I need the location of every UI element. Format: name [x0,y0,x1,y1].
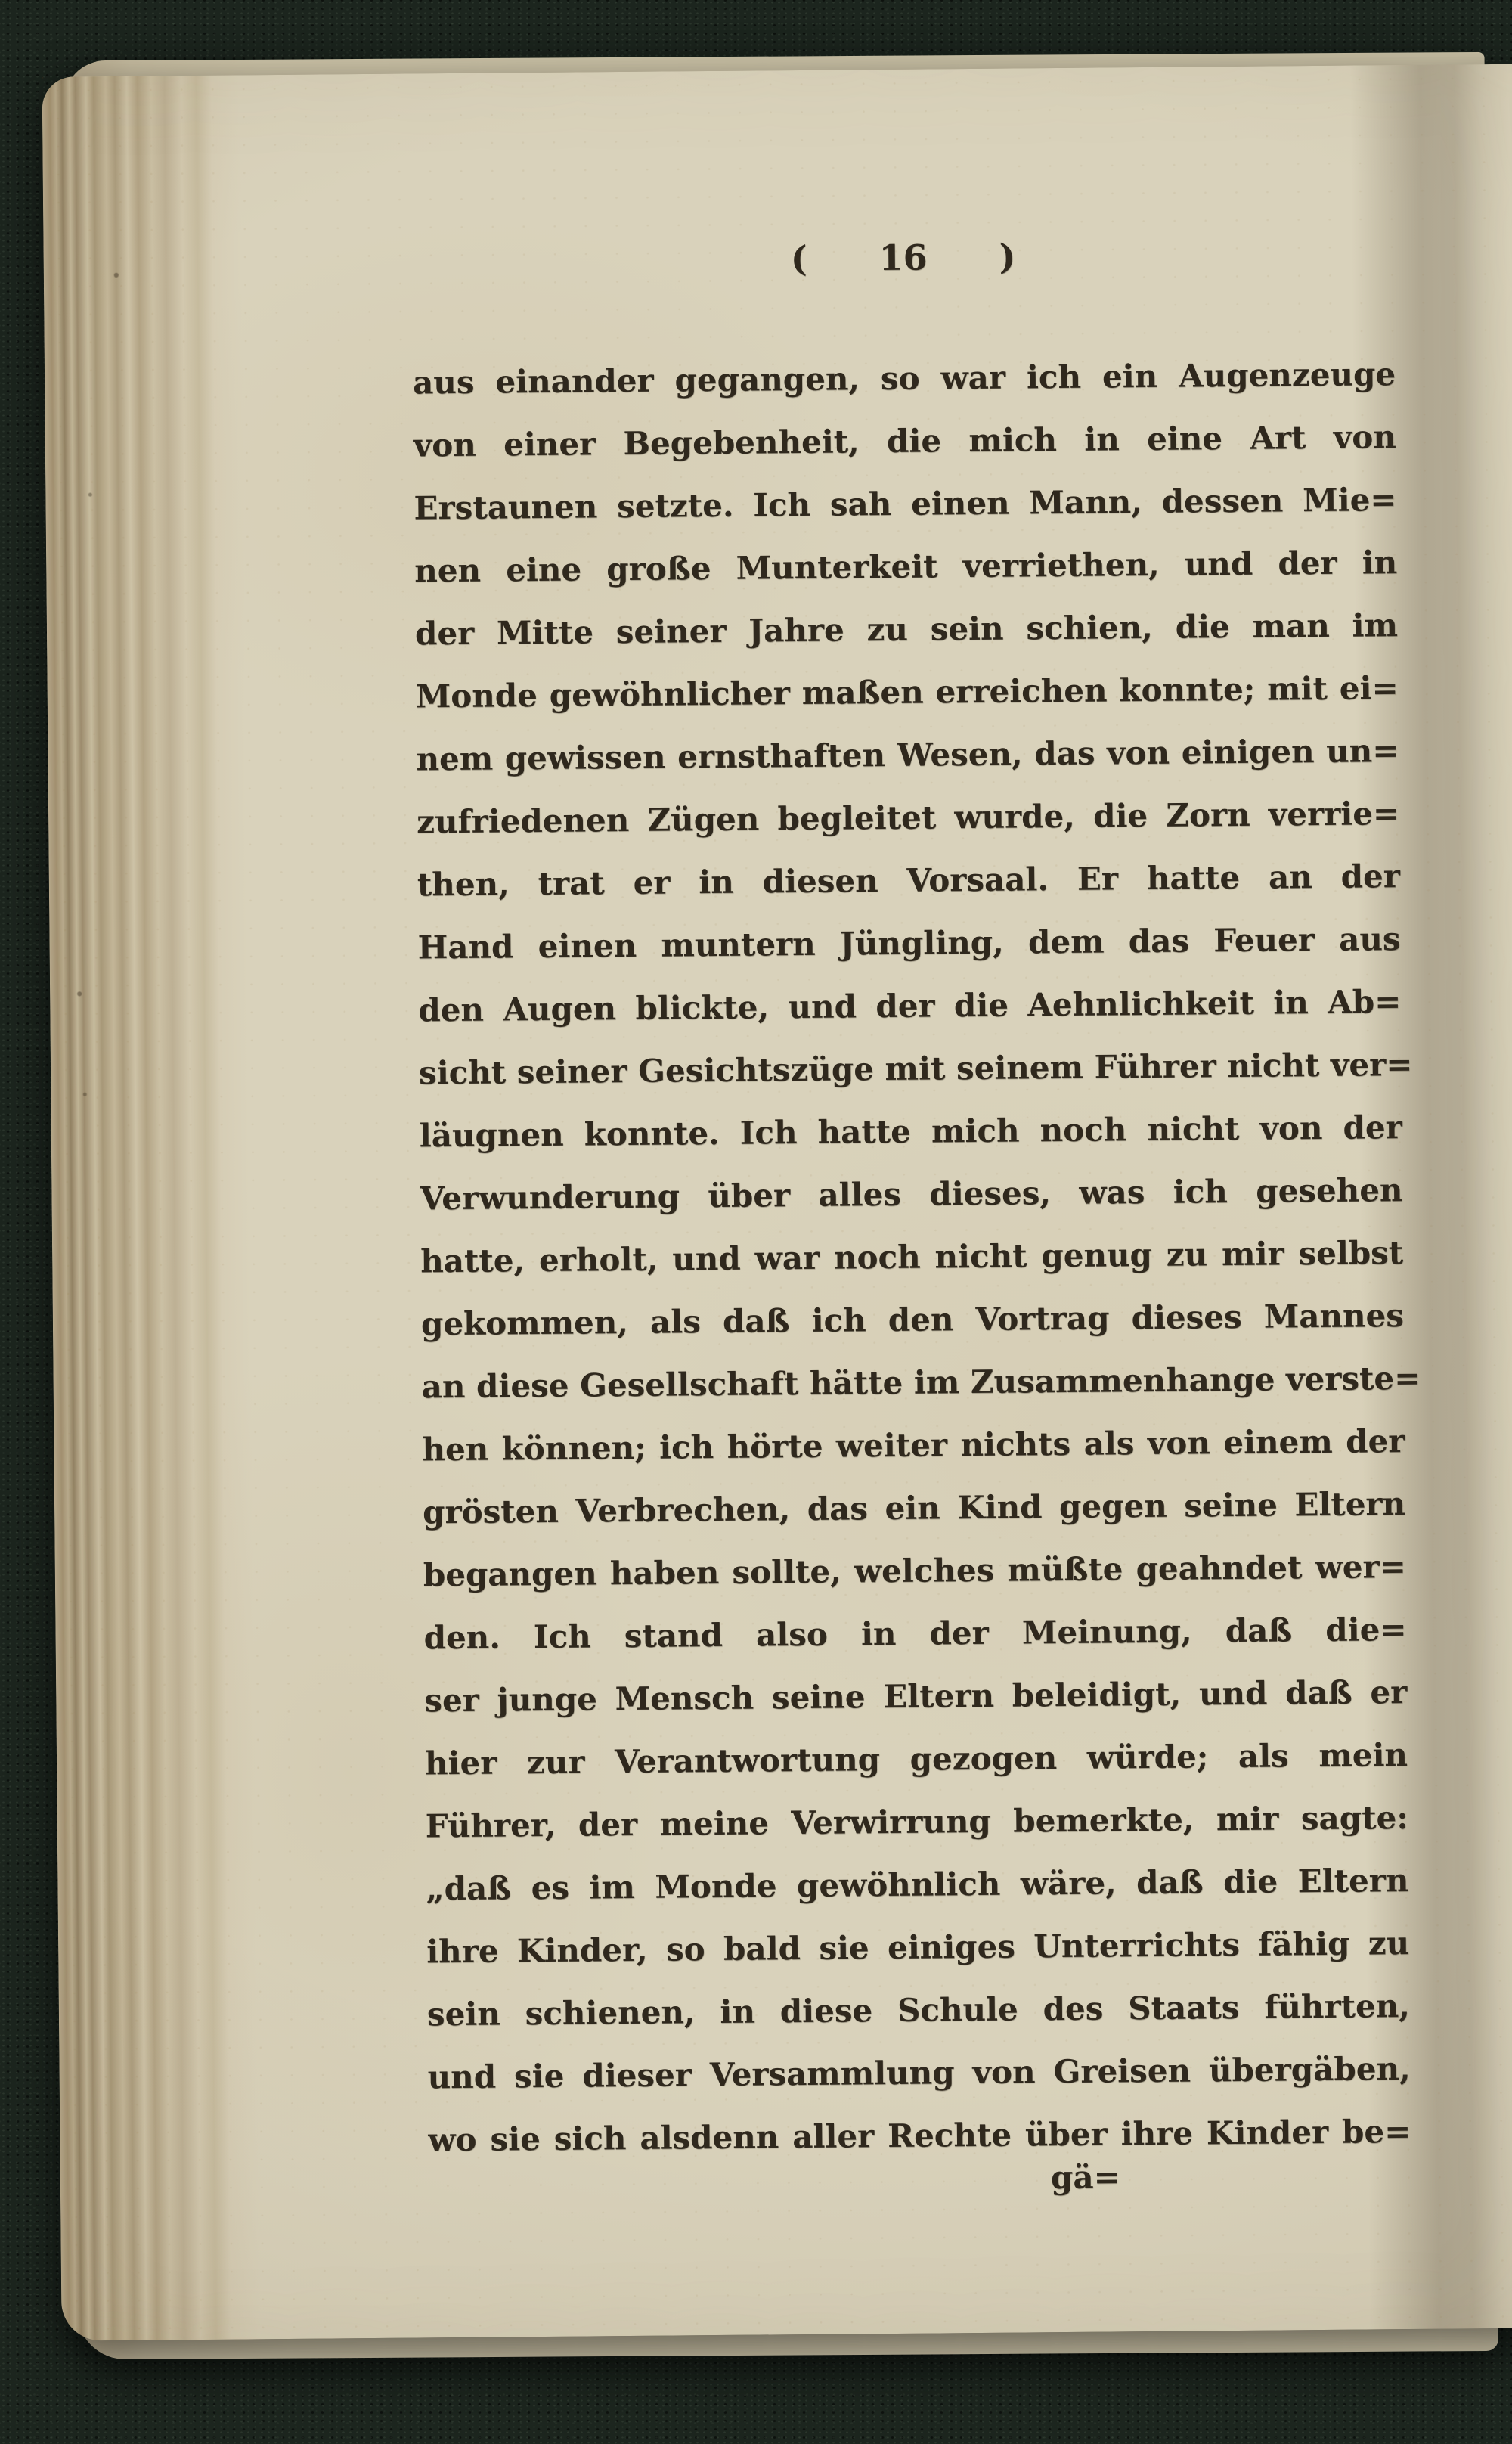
body-text-block [412,343,1421,2171]
header-paren-left: ( [790,237,807,280]
text-line: begangen haben sollte, welches müßte geahndet wer= [423,1548,1407,1594]
text-line: und sie dieser Versammlung von Greisen übergäben, [427,2050,1411,2096]
page-header [411,233,1394,282]
text-line: Hand einen muntern Jüngling, dem das Feuer aus [417,920,1401,966]
text-line: aus einander gegangen, so war ich ein Augenzeuge [412,355,1396,402]
header-paren-right: ) [999,236,1016,278]
text-line: läugnen konnte. Ich hatte mich noch nicht von der [419,1109,1402,1155]
text-line: den Augen blickte, und der die Aehnlichkeit in Ab= [418,983,1402,1029]
catchword: gä= [1050,2158,1121,2197]
text-line: sicht seiner Gesichtszüge mit seinem Führer nicht ver= [418,1045,1413,1092]
text-line: hier zur Verantwortung gezogen würde; als mein [424,1736,1408,1782]
text-line: „daß es im Monde gewöhnlich wäre, daß die Eltern [426,1862,1409,1908]
book-page [42,64,1512,2341]
text-line: der Mitte seiner Jahre zu sein schien, die man im [414,606,1399,653]
ink-specks [42,77,44,79]
text-line: von einer Begebenheit, die mich in eine Art von [413,418,1396,464]
text-line: an diese Gesellschaft hätte im Zusammenhange verste= [421,1359,1421,1406]
text-line: Führer, der meine Verwirrung bemerkte, mir sagte: [425,1799,1408,1845]
text-line: den. Ich stand also in der Meinung, daß die= [423,1611,1407,1657]
text-line: zufriedenen Zügen begleitet wurde, die Zorn verrie= [416,795,1400,841]
text-line: nem gewissen ernsthaften Wesen, das von einigen un= [416,732,1399,778]
text-line: Erstaunen setzte. Ich sah einen Mann, dessen Mie= [414,481,1397,527]
text-line: ser junge Mensch seine Eltern beleidigt, und daß er [424,1673,1408,1720]
text-line: gekommen, als daß ich den Vortrag dieses Mannes [420,1297,1405,1343]
page-number: 16 [878,237,928,279]
text-line: Verwunderung über alles dieses, was ich gesehen [420,1171,1403,1217]
text-line: hen können; ich hörte weiter nichts als von einem der [422,1422,1405,1469]
text-line: nen eine große Munterkeit verriethen, und der in [414,544,1398,590]
text-line: then, trat er in diesen Vorsaal. Er hatte an der [417,858,1401,904]
text-line: sein schienen, in diese Schule des Staats führten, [426,1987,1411,2033]
text-line: ihre Kinder, so bald sie einiges Unterrichts fähig zu [426,1924,1410,1971]
text-line: Monde gewöhnlicher maßen erreichen konnte; mit ei= [415,669,1399,715]
text-line: grösten Verbrechen, das ein Kind gegen seine Eltern [422,1485,1406,1531]
text-line: hatte, erholt, und war noch nicht genug zu mir selbst [420,1234,1404,1280]
text-line: wo sie sich alsdenn aller Rechte über ihre Kinder be= [428,2113,1411,2159]
